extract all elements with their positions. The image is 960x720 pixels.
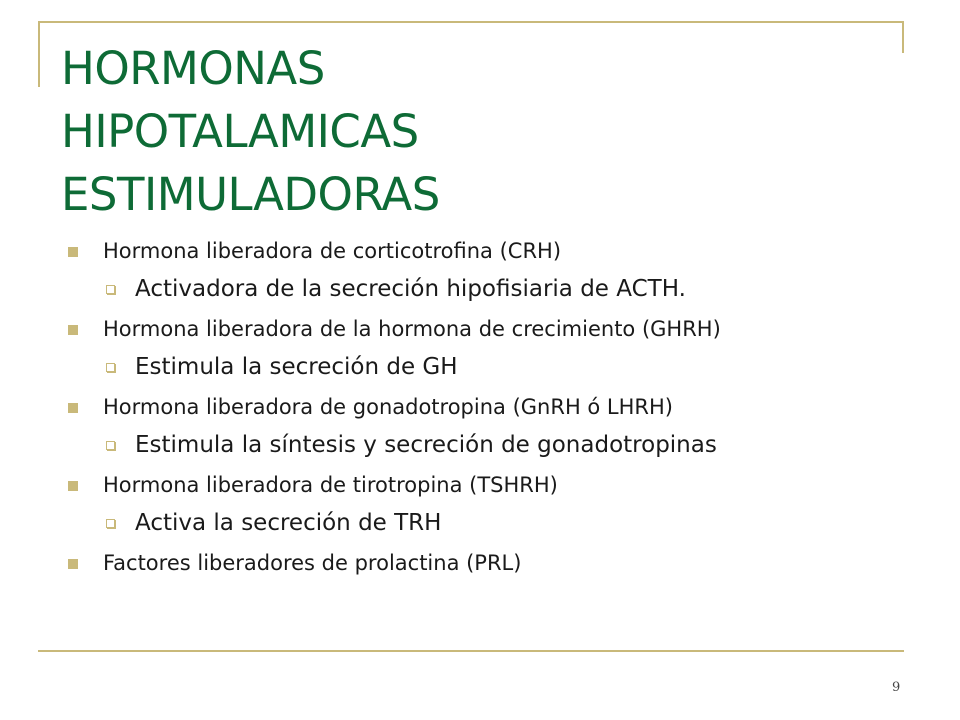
slide-title <box>61 37 440 226</box>
frame-top-line <box>38 21 904 23</box>
sub-bullet-item <box>68 352 908 382</box>
sub-bullet-text: Estimula la secreción de GH <box>135 354 458 380</box>
bullet-list <box>68 236 908 588</box>
bullet-item <box>68 314 908 344</box>
sub-bullet-text: Activa la secreción de TRH <box>135 510 442 536</box>
square-bullet-icon <box>68 247 78 257</box>
bullet-item <box>68 548 908 578</box>
title-line: ESTIMULADORAS <box>61 168 440 221</box>
square-bullet-icon <box>68 559 78 569</box>
hollow-square-bullet-icon <box>106 285 115 294</box>
bullet-text: Factores liberadores de prolactina (PRL) <box>103 551 522 575</box>
sub-bullet-text: Estimula la síntesis y secreción de gonadotropinas <box>135 432 717 458</box>
frame-right-line <box>902 21 904 53</box>
sub-bullet-item <box>68 274 908 304</box>
bullet-text: Hormona liberadora de tirotropina (TSHRH) <box>103 473 558 497</box>
bullet-item <box>68 392 908 422</box>
bullet-item <box>68 470 908 500</box>
square-bullet-icon <box>68 403 78 413</box>
hollow-square-bullet-icon <box>106 519 115 528</box>
square-bullet-icon <box>68 325 78 335</box>
sub-bullet-item <box>68 430 908 460</box>
bullet-text: Hormona liberadora de la hormona de crecimiento (GHRH) <box>103 317 721 341</box>
title-line: HORMONAS <box>61 42 325 95</box>
bullet-text: Hormona liberadora de gonadotropina (GnRH ó LHRH) <box>103 395 673 419</box>
frame-bottom-line <box>38 650 904 652</box>
bullet-text: Hormona liberadora de corticotrofina (CRH) <box>103 239 562 263</box>
sub-bullet-text: Activadora de la secreción hipofisiaria de ACTH. <box>135 276 686 302</box>
square-bullet-icon <box>68 481 78 491</box>
hollow-square-bullet-icon <box>106 441 115 450</box>
bullet-item <box>68 236 908 266</box>
title-line: HIPOTALAMICAS <box>61 105 419 158</box>
page-number: 9 <box>892 680 901 695</box>
hollow-square-bullet-icon <box>106 363 115 372</box>
frame-left-line <box>38 21 40 87</box>
sub-bullet-item <box>68 508 908 538</box>
